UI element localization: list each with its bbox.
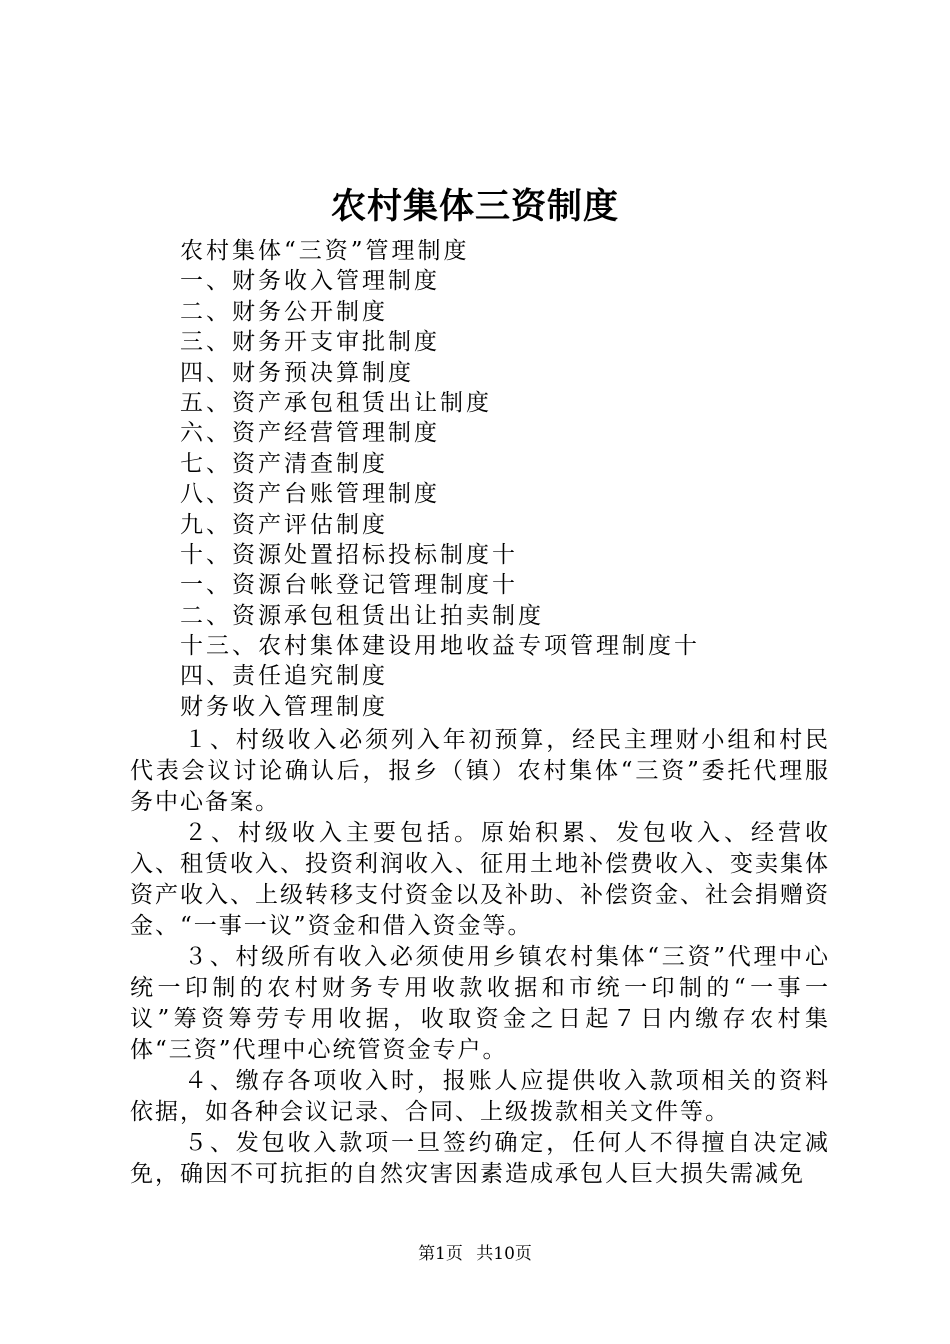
page-footer bbox=[0, 1243, 950, 1265]
page-number: 第1页 bbox=[418, 1244, 463, 1264]
page-total: 共10页 bbox=[476, 1244, 532, 1264]
section-heading: 财务收入管理制度 bbox=[180, 693, 388, 720]
toc-item: 八、资产台账管理制度 bbox=[180, 481, 440, 508]
toc-item: 四、财务预决算制度 bbox=[180, 359, 414, 386]
paragraph: １、村级收入必须列入年初预算，经民主理财小组和村民代表会议讨论确认后，报乡（镇）农村集体“三资”委托代理服务中心备案。 bbox=[130, 727, 830, 815]
toc-item: 二、财务公开制度 bbox=[180, 298, 388, 325]
toc-item: 一、资源台帐登记管理制度十 bbox=[180, 572, 518, 599]
toc-item: 四、责任追究制度 bbox=[180, 663, 388, 690]
toc-item: 十、资源处置招标投标制度十 bbox=[180, 541, 518, 568]
paragraph: ４、缴存各项收入时，报账人应提供收入款项相关的资料依据，如各种会议记录、合同、上级拨款相关文件等。 bbox=[130, 1068, 830, 1125]
paragraph: ３、村级所有收入必须使用乡镇农村集体“三资”代理中心统一印制的农村财务专用收款收据和市统一印制的“一事一议”筹资筹劳专用收据，收取资金之日起７日内缴存农村集体“三资”代理中心统管资金专户。 bbox=[130, 944, 830, 1063]
toc-item: 农村集体“三资”管理制度 bbox=[180, 238, 470, 264]
toc-item: 二、资源承包租赁出让拍卖制度 bbox=[180, 602, 544, 629]
toc-item: 一、财务收入管理制度 bbox=[180, 268, 440, 295]
toc-item: 九、资产评估制度 bbox=[180, 511, 388, 538]
document-title: 农村集体三资制度 bbox=[330, 186, 619, 227]
toc-item: 三、财务开支审批制度 bbox=[180, 329, 440, 356]
toc-item: 五、资产承包租赁出让制度 bbox=[180, 389, 492, 416]
toc-item: 六、资产经营管理制度 bbox=[180, 420, 440, 447]
paragraph: ５、发包收入款项一旦签约确定，任何人不得擅自决定减免，确因不可抗拒的自然灾害因素造成承包人巨大损失需减免 bbox=[130, 1130, 830, 1187]
table-of-contents bbox=[180, 236, 860, 722]
toc-item: 七、资产清查制度 bbox=[180, 450, 388, 477]
body-text bbox=[130, 725, 830, 1190]
toc-item: 十三、农村集体建设用地收益专项管理制度十 bbox=[180, 633, 700, 660]
paragraph: ２、村级收入主要包括。原始积累、发包收入、经营收入、租赁收入、投资利润收入、征用土地补偿费收入、变卖集体资产收入、上级转移支付资金以及补助、补偿资金、社会捐赠资金、“一事一议”资金和借入资金等。 bbox=[130, 820, 830, 939]
